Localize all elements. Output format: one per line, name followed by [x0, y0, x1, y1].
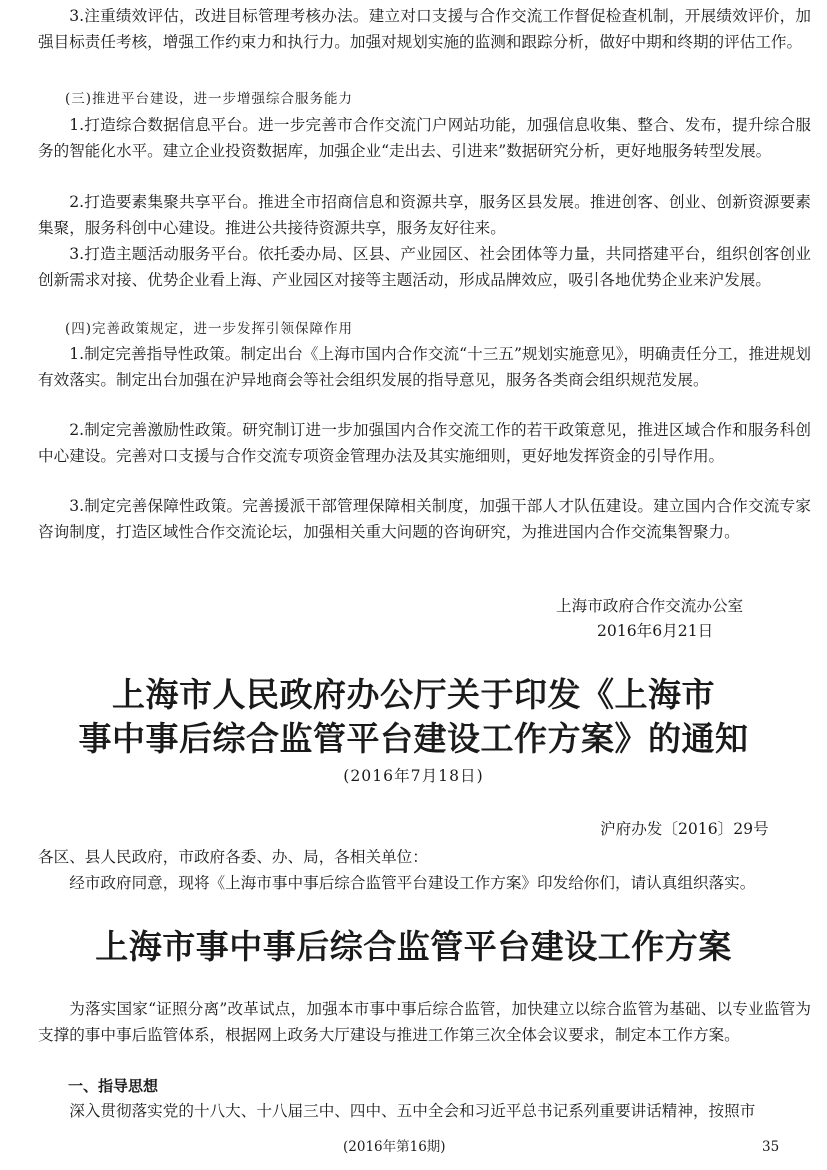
paragraph-incentive-policy: 2.制定完善激励性政策。研究制订进一步加强国内合作交流工作的若干政策意见，推进区域合作和服务科创中心建设。完善对口支援与合作交流专项资金管理办法及其实施细则，更好地发挥资金的引导作用。 — [38, 421, 811, 465]
plan-intro: 为落实国家“证照分离”改革试点，加强本市事中事后综合监管，加快建立以综合监管为基础、以专业监管为支撑的事中事后监管体系，根据网上政务大厅建设与推进工作第三次全体会议要求，制定本工作方案。 — [38, 1000, 811, 1044]
paragraph-guidance-policy: 1.制定完善指导性政策。制定出台《上海市国内合作交流“十三五”规划实施意见》，明确责任分工，推进规划有效落实。制定出台加强在沪异地商会等社会组织发展的指导意见，服务各类商会组织规范发展。 — [38, 345, 811, 389]
footer-issue: (2016年第16期) — [343, 1139, 446, 1155]
page-number: 35 — [762, 1139, 780, 1155]
document-number: 沪府办发〔2016〕29号 — [600, 820, 769, 838]
section-heading-guiding-ideology: 一、指导思想 — [68, 1077, 159, 1095]
paragraph-performance-evaluation: 3.注重绩效评估，改进目标管理考核办法。建立对口支援与合作交流工作督促检查机制，开展绩效评价，加强目标责任考核，增强工作约束力和执行力。加强对规划实施的监测和跟踪分析，做好中期和终期的评估工作。 — [38, 7, 811, 51]
notice-title-line-1: 上海市人民政府办公厅关于印发《上海市 — [112, 675, 715, 714]
notice-date: (2016年7月18日) — [343, 767, 484, 785]
paragraph-elements-platform: 2.打造要素集聚共享平台。推进全市招商信息和资源共享，服务区县发展。推进创客、创业、创新资源要素集聚，服务科创中心建设。推进公共接待资源共享，服务友好往来。 — [38, 193, 811, 237]
paragraph-theme-platform: 3.打造主题活动服务平台。依托委办局、区县、产业园区、社会团体等力量，共同搭建平台，组织创客创业创新需求对接、优势企业看上海、产业园区对接等主题活动，形成品牌效应，吸引各地优势企业来沪发展。 — [38, 245, 811, 289]
notice-body: 经市政府同意，现将《上海市事中事后综合监管平台建设工作方案》印发给你们，请认真组织落实。 — [69, 874, 756, 892]
section-heading-platform: (三)推进平台建设，进一步增强综合服务能力 — [65, 91, 354, 107]
paragraph-data-platform: 1.打造综合数据信息平台。进一步完善市合作交流门户网站功能，加强信息收集、整合、发布，提升综合服务的智能化水平。建立企业投资数据库，加强企业“走出去、引进来”数据研究分析，更好地服务转型发展。 — [38, 116, 811, 160]
notice-addressee: 各区、县人民政府，市政府各委、办、局，各相关单位： — [38, 848, 428, 866]
notice-title-line-2: 事中事后综合监管平台建设工作方案》的通知 — [78, 719, 749, 758]
paragraph-support-policy: 3.制定完善保障性政策。完善援派干部管理保障相关制度，加强干部人才队伍建设。建立国内合作交流专家咨询制度，打造区域性合作交流论坛，加强相关重大问题的咨询研究，为推进国内合作交流集智聚力。 — [38, 497, 811, 541]
signature-organization: 上海市政府合作交流办公室 — [556, 597, 744, 615]
plan-title: 上海市事中事后综合监管平台建设工作方案 — [95, 927, 732, 966]
paragraph-guiding-ideology: 深入贯彻落实党的十八大、十八届三中、四中、五中全会和习近平总书记系列重要讲话精神，按照市 — [69, 1102, 756, 1120]
signature-date: 2016年6月21日 — [597, 622, 714, 640]
section-heading-policy: (四)完善政策规定，进一步发挥引领保障作用 — [65, 321, 354, 337]
